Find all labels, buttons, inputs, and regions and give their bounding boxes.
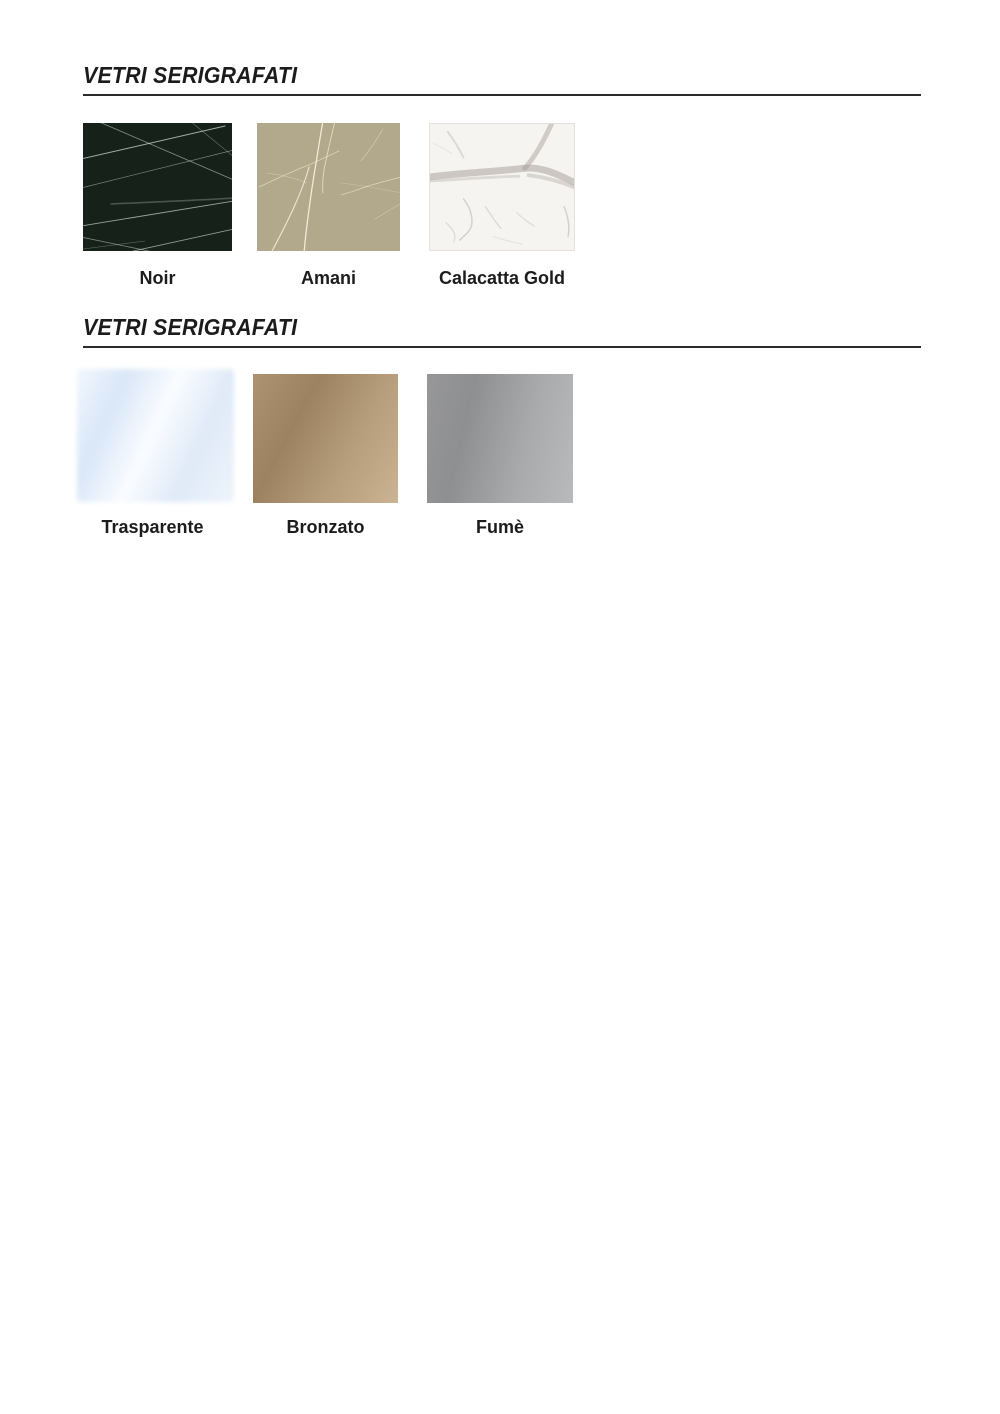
calacatta-marble-texture (430, 124, 574, 250)
swatch-trasparente (77, 369, 234, 502)
swatch-fume (427, 374, 573, 503)
label-bronzato: Bronzato (286, 517, 365, 537)
section-title: VETRI SERIGRAFATI (83, 62, 298, 88)
swatch-noir (83, 123, 232, 251)
label-calacatta-gold: Calacatta Gold (438, 268, 566, 288)
swatch-calacatta-gold (429, 123, 575, 251)
swatch-bronzato (253, 374, 398, 503)
amani-marble-texture (257, 123, 400, 251)
label-noir: Noir (139, 268, 176, 288)
noir-marble-texture (83, 123, 232, 251)
swatch-amani (257, 123, 400, 251)
section-title-rule (83, 62, 921, 96)
section-title-rule (83, 314, 921, 348)
label-trasparente: Trasparente (101, 517, 204, 537)
section-title: VETRI SERIGRAFATI (83, 314, 298, 340)
label-fume: Fumè (475, 517, 524, 537)
label-amani: Amani (300, 268, 356, 288)
